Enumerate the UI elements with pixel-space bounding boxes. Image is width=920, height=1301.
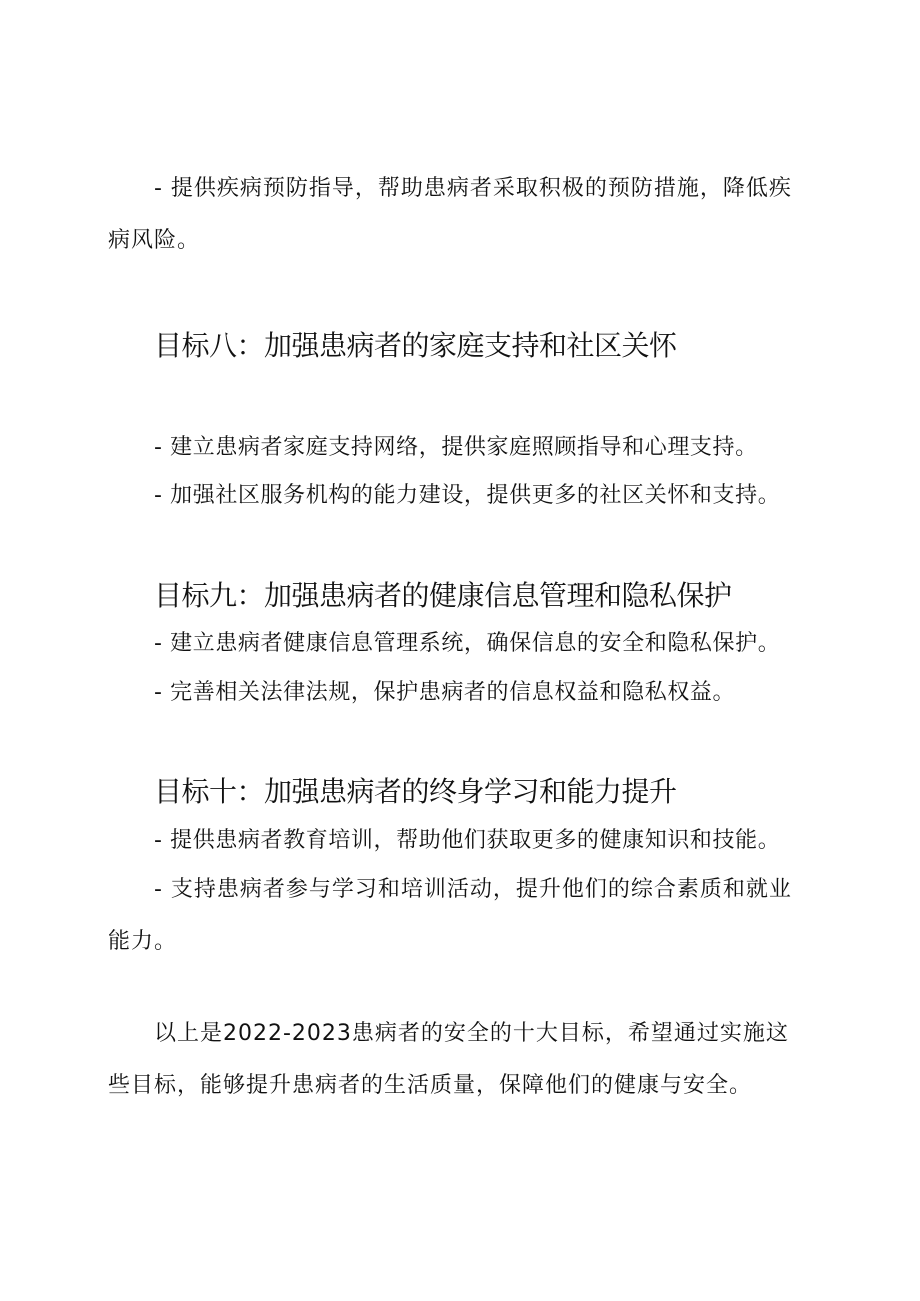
section-10-item-2: - 支持患病者参与学习和培训活动，提升他们的综合素质和就业能力。 [108, 877, 792, 954]
section-8-item-1: - 建立患病者家庭支持网络，提供家庭照顾指导和心理支持。 [154, 435, 758, 460]
section-9-item-1: - 建立患病者健康信息管理系统，确保信息的安全和隐私保护。 [154, 631, 781, 656]
intro-list-item: - 提供疾病预防指导，帮助患病者采取积极的预防措施，降低疾病风险。 [108, 176, 792, 253]
section-8-item-2: - 加强社区服务机构的能力建设，提供更多的社区关怀和支持。 [154, 483, 781, 508]
section-10-heading: 目标十：加强患病者的终身学习和能力提升 [154, 775, 677, 808]
section-8-heading: 目标八：加强患病者的家庭支持和社区关怀 [154, 329, 677, 362]
section-10-item-1: - 提供患病者教育培训，帮助他们获取更多的健康知识和技能。 [154, 828, 781, 853]
conclusion-paragraph: 以上是2022-2023患病者的安全的十大目标，希望通过实施这些目标，能够提升患病者的生活质量，保障他们的健康与安全。 [108, 1021, 789, 1098]
section-9-heading: 目标九：加强患病者的健康信息管理和隐私保护 [154, 579, 732, 612]
section-9-item-2: - 完善相关法律法规，保护患病者的信息权益和隐私权益。 [154, 680, 736, 705]
